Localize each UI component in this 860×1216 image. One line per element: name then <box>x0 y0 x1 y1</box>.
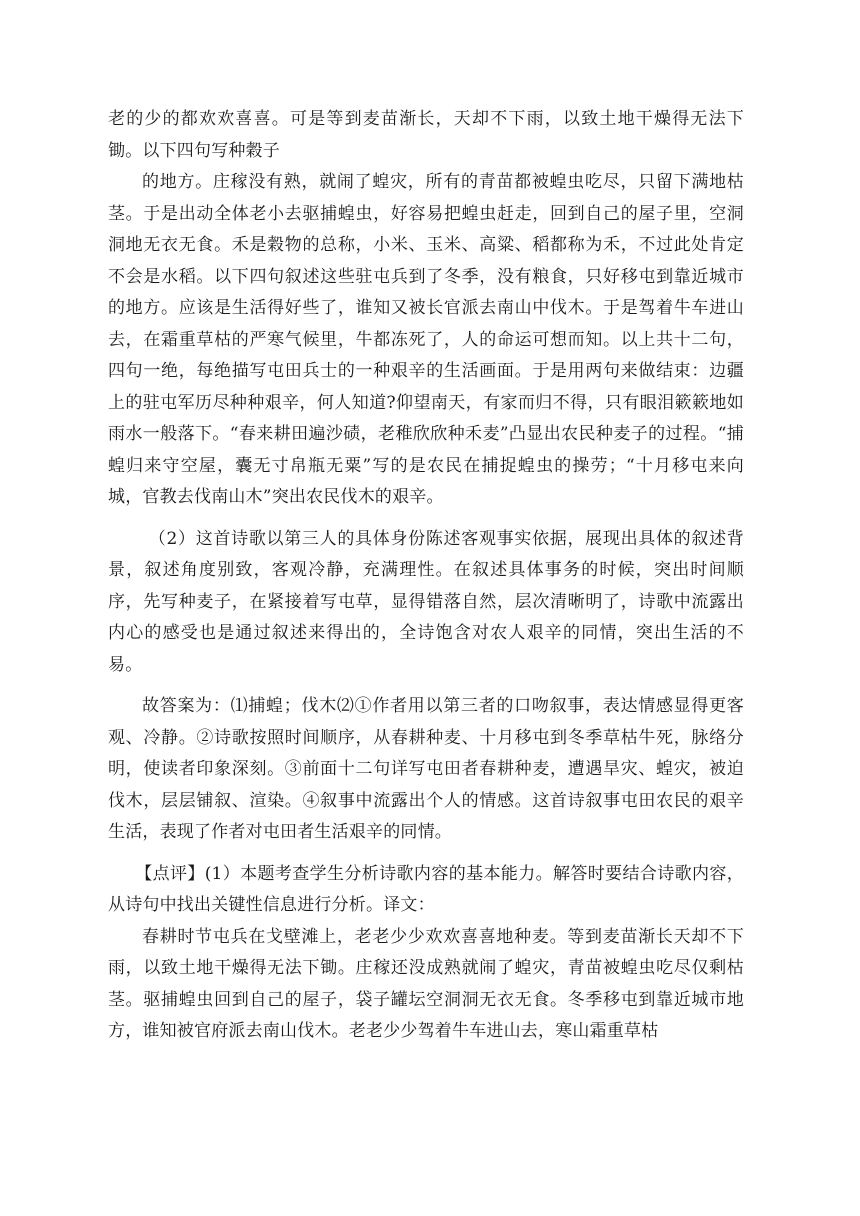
paragraph-poem-analysis: 的地方。庄稼没有熟，就闹了蝗灾，所有的青苗都被蝗虫吃尽，只留下满地枯茎。于是出动全体老小去驱捕蝗虫，好容易把蝗虫赶走，回到自己的屋子里，空洞洞地无衣无食。禾是穀物的总称，小米、玉米、高粱、稻都称为禾，不过此处肯定不会是水稻。以下四句叙述这些驻屯兵到了冬季，没有粮食，只好移屯到靠近城市的地方。应该是生活得好些了，谁知又被长官派去南山中伐木。于是驾着牛车进山去，在霜重草枯的严寒气候里，牛都冻死了，人的命运可想而知。以上共十二句，四句一绝，每绝描写屯田兵士的一种艰辛的生活画面。于是用两句来做结束：边疆上的驻屯军历尽种种艰辛，何人知道?仰望南天，有家而归不得，只有眼泪簌簌地如雨水一般落下。“春来耕田遍沙碛，老稚欣欣种禾麦”凸显出农民种麦子的过程。“捕蝗归来守空屋，囊无寸帛瓶无粟”写的是农民在捕捉蝗虫的操劳；“十月移屯来向城，官教去伐南山木”突出农民伐木的艰辛。 <box>108 172 744 507</box>
paragraph-narrative-perspective: （2）这首诗歌以第三人的具体身份陈述客观事实依据，展现出具体的叙述背景，叙述角度别致，客观冷静，充满理性。在叙述具体事务的时候，突出时间顺序，先写种麦子，在紧接着写屯草，显得错落自然，层次清晰明了，诗歌中流露出内心的感受也是通过叙述来得出的，全诗饱含对农人艰辛的同情，突出生活的不易。 <box>108 528 744 675</box>
paragraph-answer: 故答案为：⑴捕蝗；伐木⑵①作者用以第三者的口吻叙事，表达情感显得更客观、冷静。②诗歌按照时间顺序，从春耕种麦、十月移屯到冬季草枯牛死，脉络分明，使读者印象深刻。③前面十二句详写屯田者春耕种麦，遭遇旱灾、蝗灾，被迫伐木，层层铺叙、渲染。④叙事中流露出个人的情感。这首诗叙事屯田农民的艰辛生活，表现了作者对屯田者生活艰辛的同情。 <box>108 696 744 842</box>
document-body <box>108 104 744 1048</box>
paragraph-continuation: 老的少的都欢欢喜喜。可是等到麦苗渐长，天却不下雨，以致土地干燥得无法下锄。以下四句写种穀子 <box>108 109 744 161</box>
paragraph-translation: 春耕时节屯兵在戈壁滩上，老老少少欢欢喜喜地种麦。等到麦苗渐长天却不下雨，以致土地干燥得无法下锄。庄稼还没成熟就闹了蝗灾，青苗被蝗虫吃尽仅剩枯茎。驱捕蝗虫回到自己的屋子，袋子罐坛空洞洞无衣无食。冬季移屯到靠近城市地方，谁知被官府派去南山伐木。老老少少驾着牛车进山去，寒山霜重草枯 <box>108 926 744 1041</box>
paragraph-commentary: 【点评】(1）本题考查学生分析诗歌内容的基本能力。解答时要结合诗歌内容，从诗句中找出关键性信息进行分析。译文： <box>108 863 744 915</box>
